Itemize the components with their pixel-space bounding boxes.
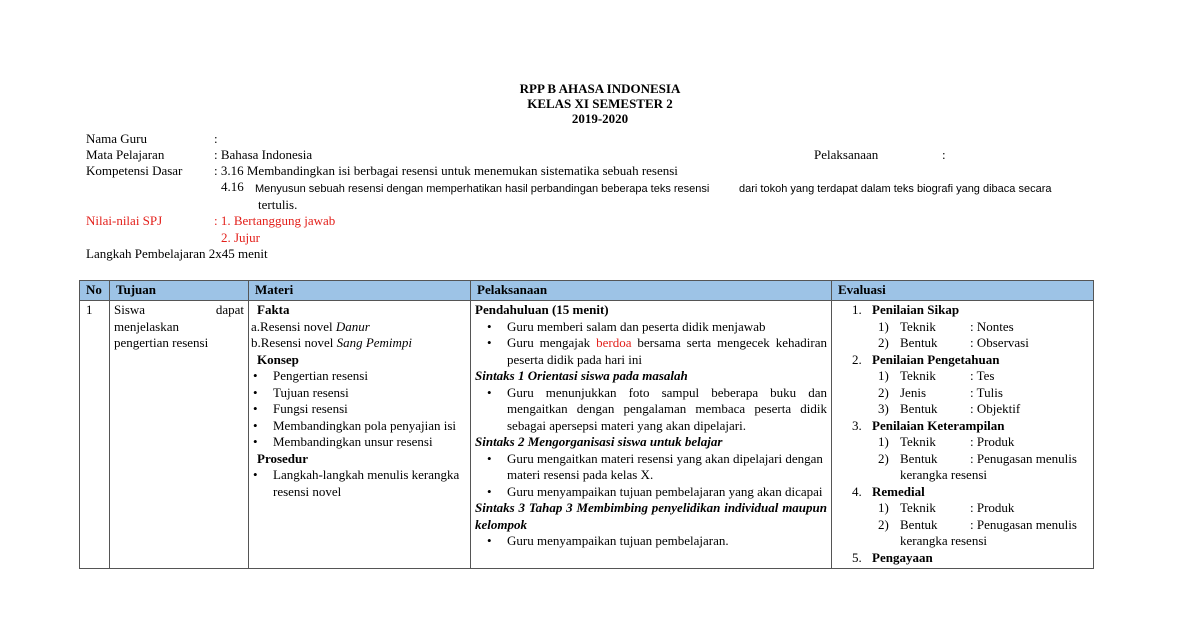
header-tujuan: Tujuan xyxy=(110,281,249,301)
sintaks-1-heading: Sintaks 1 Orientasi siswa pada masalah xyxy=(475,368,688,383)
p2-text-a: Guru mengajak xyxy=(507,335,597,350)
item-num: 1) xyxy=(878,368,889,383)
label-pelaksanaan: Pelaksanaan xyxy=(814,147,879,162)
table-header-row xyxy=(80,281,1094,301)
list-item: • Langkah-langkah menulis kerangka resensi novel xyxy=(273,467,466,500)
rpp-table xyxy=(79,280,1094,569)
item-value: : Objektif xyxy=(970,401,1021,416)
item-key: Bentuk xyxy=(900,335,938,350)
label-mata-pelajaran: Mata Pelajaran xyxy=(86,147,165,162)
list-item xyxy=(836,385,1089,402)
list-item: • Tujuan resensi xyxy=(273,385,466,402)
item-num: 1) xyxy=(878,434,889,449)
table-row xyxy=(80,301,1094,569)
langkah-pembelajaran: Langkah Pembelajaran 2x45 menit xyxy=(86,246,268,261)
kd-4-16-continuation: tertulis. xyxy=(258,197,298,212)
eval-title: Penilaian Pengetahuan xyxy=(872,351,1000,367)
list-item: • Guru memberi salam dan peserta didik menjawab xyxy=(507,319,827,336)
list-item-continuation: kerangka resensi xyxy=(900,533,987,548)
label-nama-guru: Nama Guru xyxy=(86,131,148,146)
item-num: 3) xyxy=(878,401,889,416)
item-value: : Penugasan menulis xyxy=(970,450,1077,466)
item-num: 1) xyxy=(878,500,889,515)
fakta-a-prefix: a.Resensi novel xyxy=(251,318,336,334)
list-item: • Pengertian resensi xyxy=(273,368,466,385)
list-item: • Guru menunjukkan foto sampul beberapa buku dan mengaitkan dengan pengalaman membaca peserta didik sebagai apersepsi materi yang akan dipelajari. xyxy=(507,385,827,435)
evaluasi-heading-1 xyxy=(836,302,1089,319)
item-value: : Tulis xyxy=(970,384,1003,400)
p2-text-b: bersama serta mengecek kehadiran peserta didik pada hari ini xyxy=(507,335,827,367)
item-key: Teknik xyxy=(900,500,936,515)
doc-subtitle-year: 2019-2020 xyxy=(571,111,629,126)
item-key: Teknik xyxy=(900,368,936,383)
materi-konsep-heading: Konsep xyxy=(257,351,299,367)
item-value: : Produk xyxy=(970,500,1015,515)
list-item: • Fungsi resensi xyxy=(273,401,466,418)
list-item xyxy=(836,335,1089,352)
item-value: : Produk xyxy=(970,434,1015,449)
item-key: Jenis xyxy=(900,384,926,400)
fakta-a-title: Danur xyxy=(335,318,370,334)
item-value: : Penugasan menulis xyxy=(970,516,1077,532)
list-item: • Guru menyampaikan tujuan pembelajaran. xyxy=(507,533,827,550)
item-value: : Tes xyxy=(970,368,995,383)
pendahuluan-list xyxy=(475,319,827,369)
list-item-continuation: kerangka resensi xyxy=(900,467,987,482)
value-nama-guru: : xyxy=(214,131,218,146)
doc-subtitle-class: KELAS XI SEMESTER 2 xyxy=(527,96,673,111)
materi-prosedur-list xyxy=(251,467,466,500)
header-evaluasi: Evaluasi xyxy=(832,281,1094,301)
header-materi: Materi xyxy=(249,281,471,301)
nilai-spj-1: : 1. Bertanggung jawab xyxy=(214,213,336,228)
eval-num: 2. xyxy=(852,351,862,367)
kd-4-16-number: 4.16 xyxy=(221,179,244,194)
cell-pelaksanaan xyxy=(471,301,832,569)
item-value: : Nontes xyxy=(970,318,1014,334)
materi-konsep-list xyxy=(251,368,466,451)
pendahuluan-heading: Pendahuluan (15 menit) xyxy=(475,302,609,317)
eval-num: 1. xyxy=(852,302,862,317)
evaluasi-heading-4 xyxy=(836,484,1089,501)
materi-fakta-heading: Fakta xyxy=(257,302,290,317)
eval-title: Penilaian Sikap xyxy=(872,302,960,317)
doc-title: RPP B AHASA INDONESIA xyxy=(519,81,681,96)
eval-title: Remedial xyxy=(872,483,925,499)
list-item xyxy=(836,368,1089,385)
evaluasi-heading-5 xyxy=(836,550,1089,567)
item-key: Bentuk xyxy=(900,516,938,532)
list-item xyxy=(836,401,1089,418)
header-pelaksanaan: Pelaksanaan xyxy=(471,281,832,301)
list-item: • Guru menyampaikan tujuan pembelajaran yang akan dicapai xyxy=(507,484,827,501)
item-num: 2) xyxy=(878,450,889,466)
evaluasi-heading-2 xyxy=(836,352,1089,369)
materi-fakta-a xyxy=(251,319,466,336)
list-item: • Guru mengaitkan materi resensi yang akan dipelajari dengan materi resensi pada kelas X. xyxy=(507,451,827,484)
value-pelaksanaan: : xyxy=(942,147,946,162)
nilai-spj-2: 2. Jujur xyxy=(221,230,260,245)
kd-4-16-extra: dari tokoh yang terdapat dalam teks biografi yang dibaca secara xyxy=(739,183,1052,195)
kd-3-16: : 3.16 Membandingkan isi berbagai resensi untuk menemukan sistematika sebuah resensi xyxy=(214,163,678,178)
cell-tujuan xyxy=(110,301,249,569)
tujuan-line-2: menjelaskan xyxy=(114,318,179,334)
fakta-b-title: Sang Pemimpi xyxy=(336,335,413,350)
cell-evaluasi xyxy=(832,301,1094,569)
materi-fakta-b xyxy=(251,335,466,352)
list-item xyxy=(836,434,1089,451)
evaluasi-heading-3 xyxy=(836,418,1089,435)
tujuan-line-3: pengertian resensi xyxy=(114,335,209,350)
sintaks-2-list xyxy=(475,451,827,501)
sintaks-3-heading: Sintaks 3 Tahap 3 Membimbing penyelidikan individual maupun kelompok xyxy=(475,500,827,532)
tujuan-line-1a: Siswa xyxy=(114,302,146,317)
eval-num: 4. xyxy=(852,483,862,499)
fakta-b-prefix: b.Resensi novel xyxy=(251,335,337,350)
header-no: No xyxy=(80,281,110,301)
label-kompetensi-dasar: Kompetensi Dasar xyxy=(86,163,183,178)
eval-title: Pengayaan xyxy=(872,549,933,565)
item-key: Bentuk xyxy=(900,450,938,466)
materi-prosedur-heading: Prosedur xyxy=(257,450,309,466)
tujuan-line-1b: dapat xyxy=(215,302,244,317)
item-key: Teknik xyxy=(900,318,936,334)
list-item xyxy=(507,335,827,368)
eval-num: 5. xyxy=(852,549,862,565)
item-num: 2) xyxy=(878,335,889,350)
item-num: 2) xyxy=(878,384,889,400)
eval-num: 3. xyxy=(852,417,862,433)
item-value: : Observasi xyxy=(970,335,1029,350)
list-item: • Membandingkan pola penyajian isi xyxy=(273,418,466,435)
cell-no: 1 xyxy=(80,301,110,569)
item-key: Bentuk xyxy=(900,401,938,416)
list-item xyxy=(836,451,1089,468)
kd-4-16-text: Menyusun sebuah resensi dengan memperhatikan hasil perbandingan beberapa teks resensi xyxy=(255,183,710,195)
eval-title: Penilaian Keterampilan xyxy=(872,417,1005,433)
p2-highlight: berdoa xyxy=(596,335,632,350)
list-item xyxy=(836,319,1089,336)
value-mata-pelajaran: : Bahasa Indonesia xyxy=(214,147,313,162)
sintaks-1-list xyxy=(475,385,827,435)
list-item xyxy=(836,517,1089,534)
list-item: • Membandingkan unsur resensi xyxy=(273,434,466,451)
item-key: Teknik xyxy=(900,434,936,449)
item-num: 2) xyxy=(878,516,889,532)
item-num: 1) xyxy=(878,318,889,334)
label-nilai-spj: Nilai-nilai SPJ xyxy=(86,213,163,228)
sintaks-3-list xyxy=(475,533,827,550)
cell-materi xyxy=(249,301,471,569)
list-item xyxy=(836,500,1089,517)
sintaks-2-heading: Sintaks 2 Mengorganisasi siswa untuk belajar xyxy=(475,434,723,449)
